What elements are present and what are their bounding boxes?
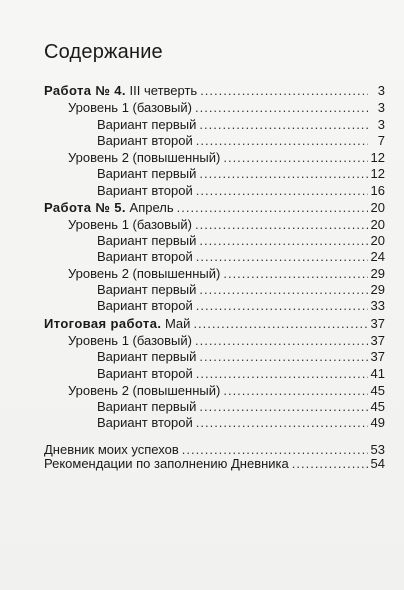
toc-entry-text: Вариант второй	[97, 366, 193, 381]
toc-entry-text: Вариант первый	[97, 233, 197, 248]
toc-entry-label	[97, 182, 193, 200]
toc-page-number: 37	[370, 349, 385, 364]
toc-leader-dots	[199, 165, 367, 183]
toc-entry-label	[44, 82, 197, 100]
toc-entry	[44, 315, 385, 333]
toc-entry-label	[44, 199, 174, 217]
toc-page-number: 33	[370, 298, 385, 313]
toc-entry-label	[97, 348, 196, 366]
toc-entry-text: Вариант второй	[97, 183, 193, 198]
toc-entry-text: Уровень 1 (базовый)	[68, 100, 192, 115]
toc-entry-label	[97, 414, 193, 432]
toc-leader-dots	[292, 455, 368, 473]
toc-entry-text: Вариант второй	[97, 249, 193, 264]
toc-entry	[97, 297, 385, 315]
toc-leader-dots	[200, 82, 368, 100]
toc-entry-text: Апрель	[125, 200, 174, 215]
toc-entry	[44, 455, 385, 473]
toc-entry-text: Вариант второй	[97, 415, 193, 430]
toc-page-number: 41	[370, 366, 385, 381]
toc-entry-text: Уровень 2 (повышенный)	[68, 266, 221, 281]
toc-entry-bold-label: Работа № 5.	[44, 200, 126, 215]
toc-entry-text: Вариант первый	[97, 117, 197, 132]
page-title: Содержание	[44, 41, 163, 63]
toc-entry-text: Вариант первый	[97, 399, 197, 414]
toc-entry-text: Вариант первый	[97, 349, 197, 364]
toc-page-number: 24	[370, 249, 385, 264]
toc-entry	[97, 182, 385, 200]
toc-entry-text: Уровень 1 (базовый)	[68, 333, 192, 348]
toc-entry	[44, 199, 385, 217]
toc-entry-bold-label: Работа № 4.	[44, 83, 126, 98]
toc-entry-label	[97, 248, 193, 266]
toc-page-number: 29	[370, 266, 385, 281]
toc-entry-text: Вариант второй	[97, 133, 193, 148]
toc-leader-dots	[177, 199, 368, 217]
toc-page-number: 45	[370, 383, 385, 398]
toc-leader-dots	[196, 365, 368, 383]
toc-leader-dots	[196, 182, 368, 200]
toc-page-number: 7	[377, 133, 385, 148]
toc-leader-dots	[196, 414, 368, 432]
toc-page-number: 16	[370, 183, 385, 198]
toc-entry-text: Уровень 2 (повышенный)	[68, 383, 221, 398]
toc-page-number: 49	[370, 415, 385, 430]
toc-leader-dots	[196, 248, 368, 266]
toc-entry	[97, 348, 385, 366]
toc-entry-text: Уровень 1 (базовый)	[68, 217, 192, 232]
toc-page-number: 54	[370, 456, 385, 471]
toc-leader-dots	[193, 315, 367, 333]
toc-entry-label	[97, 132, 193, 150]
toc-page-number: 37	[370, 333, 385, 348]
toc-entry-text: Уровень 2 (повышенный)	[68, 150, 221, 165]
toc-entry-label	[44, 315, 190, 333]
toc-page-number: 37	[370, 316, 385, 331]
toc-leader-dots	[196, 297, 368, 315]
toc-page-number: 45	[370, 399, 385, 414]
toc-entry	[97, 165, 385, 183]
toc-page-number: 12	[370, 150, 385, 165]
toc-entry-text: Рекомендации по заполнению Дневника	[44, 456, 289, 471]
toc-entry-label	[97, 365, 193, 383]
toc-page-number: 20	[370, 200, 385, 215]
toc-entry-text: Дневник моих успехов	[44, 442, 179, 457]
toc-page-number: 20	[370, 217, 385, 232]
toc-leader-dots	[196, 132, 368, 150]
toc-page-number: 3	[377, 83, 385, 98]
toc-page-number: 20	[370, 233, 385, 248]
toc-entry	[68, 99, 385, 117]
toc-entry-label	[97, 165, 196, 183]
toc-entry	[97, 248, 385, 266]
toc-entry-label	[97, 297, 193, 315]
toc-page-number: 3	[377, 100, 385, 115]
toc-leader-dots	[199, 348, 367, 366]
toc-page-number: 12	[370, 166, 385, 181]
toc-entry-text: Вариант первый	[97, 282, 197, 297]
toc-entry	[97, 365, 385, 383]
toc-entry-label	[68, 99, 192, 117]
toc-entry-bold-label: Итоговая работа.	[44, 316, 162, 331]
toc-page-number: 3	[377, 117, 385, 132]
toc-entry-label	[44, 455, 289, 473]
toc-entry-text: III четверть	[125, 83, 198, 98]
toc-entry	[44, 82, 385, 100]
toc-leader-dots	[195, 99, 368, 117]
toc-entry	[97, 132, 385, 150]
toc-page-number: 29	[370, 282, 385, 297]
toc-entry-text: Май	[161, 316, 191, 331]
toc-entry-text: Вариант второй	[97, 298, 193, 313]
toc-entry	[97, 414, 385, 432]
toc-page-number: 53	[370, 442, 385, 457]
toc-entry-text: Вариант первый	[97, 166, 197, 181]
